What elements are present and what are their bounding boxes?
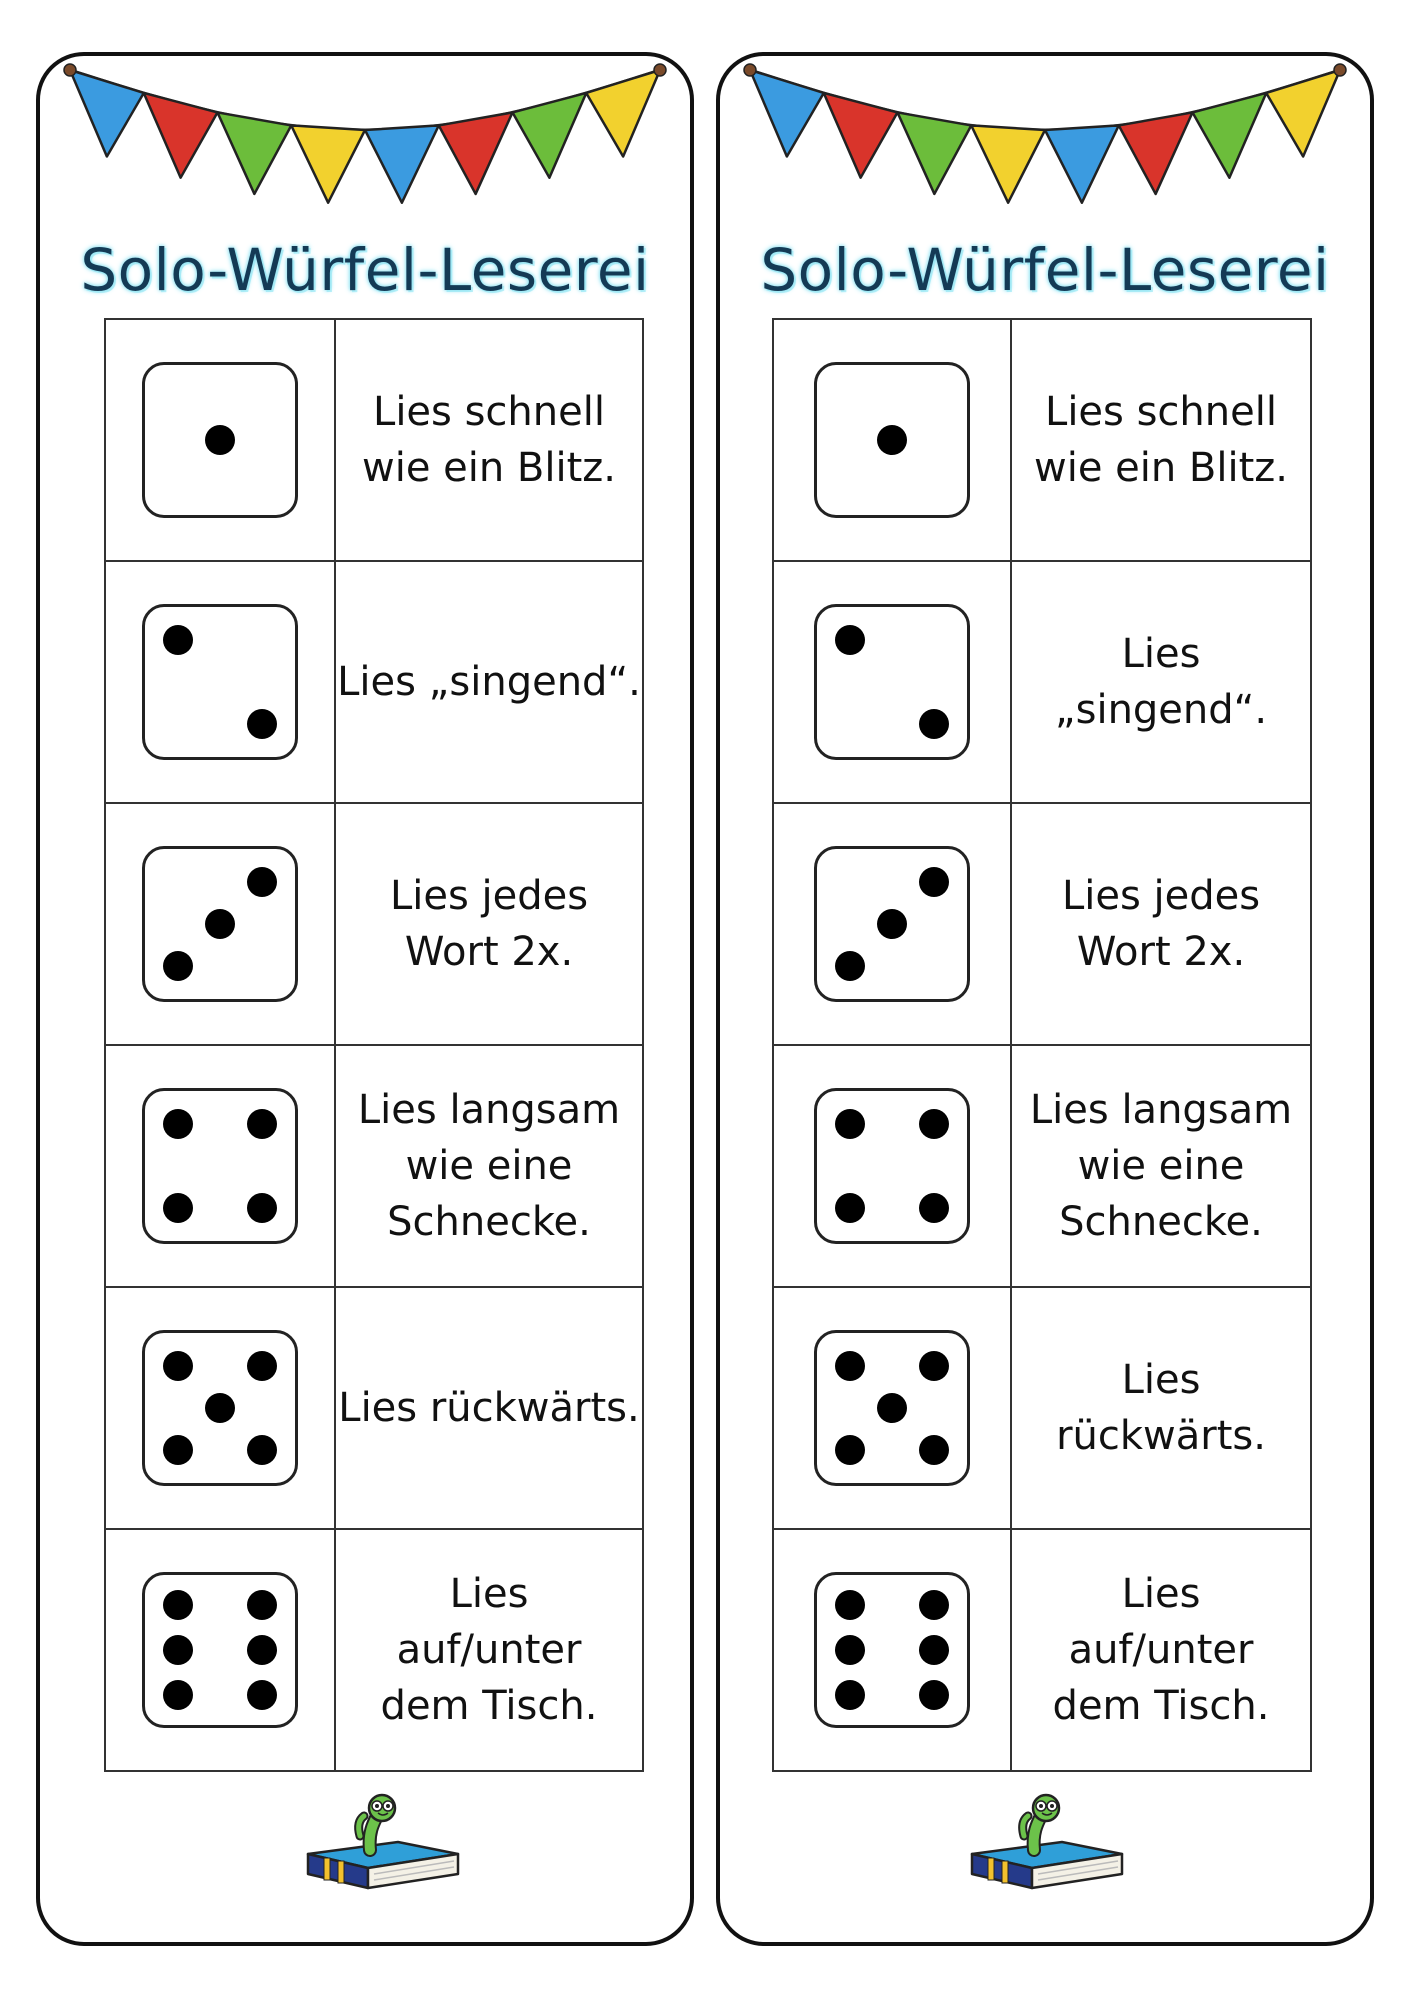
table-row: [773, 561, 1311, 803]
dice-table: [772, 318, 1312, 1772]
die-cell: [773, 1287, 1011, 1529]
bunting-flag: [898, 112, 972, 194]
die-cell: [105, 1529, 335, 1771]
die-pip: [247, 1351, 277, 1381]
bunting-flag: [365, 125, 439, 202]
die-pip: [835, 1351, 865, 1381]
instruction-line: Lies: [1121, 631, 1201, 677]
die-pip: [835, 1109, 865, 1139]
die-pip: [247, 1590, 277, 1620]
die-pip: [163, 1109, 193, 1139]
bunting-flag: [750, 70, 824, 156]
die-face-6-icon: [142, 1572, 298, 1728]
die-pip: [247, 867, 277, 897]
instruction-line: wie eine: [405, 1143, 573, 1189]
die-pip: [163, 951, 193, 981]
worm-shape: [359, 1795, 395, 1850]
die-pip: [835, 1590, 865, 1620]
instruction-text: [335, 1287, 643, 1529]
die-pip: [835, 1680, 865, 1710]
die-pip: [163, 1590, 193, 1620]
book-shape: [308, 1842, 458, 1888]
die-face-4-icon: [142, 1088, 298, 1244]
worm-shape: [1023, 1795, 1059, 1850]
die-pip: [205, 425, 235, 455]
die-pip: [835, 1193, 865, 1223]
die-pip: [835, 951, 865, 981]
die-face-4-icon: [814, 1088, 970, 1244]
table-row: [773, 1045, 1311, 1287]
instruction-line: Wort 2x.: [1076, 929, 1246, 975]
die-face-2-icon: [814, 604, 970, 760]
die-pip: [205, 909, 235, 939]
bunting-flag: [1266, 70, 1340, 156]
die-face-6-icon: [814, 1572, 970, 1728]
die-pip: [247, 1193, 277, 1223]
instruction-line: Lies „singend“.: [337, 659, 641, 705]
bunting-flag: [513, 93, 587, 178]
card-title: Solo-Würfel-Leserei: [80, 236, 650, 304]
instruction-line: auf/unter: [396, 1627, 582, 1673]
reading-card-right: [716, 52, 1374, 1946]
instruction-text: [1011, 561, 1311, 803]
instruction-text: [1011, 1529, 1311, 1771]
die-cell: [105, 1287, 335, 1529]
instruction-line: „singend“.: [1054, 687, 1268, 733]
bunting-pin: [654, 64, 666, 76]
table-row: [105, 1529, 643, 1771]
bunting-pin: [1334, 64, 1346, 76]
instruction-line: Lies: [1121, 1357, 1201, 1403]
instruction-text: [335, 319, 643, 561]
table-row: [773, 803, 1311, 1045]
dice-table: [104, 318, 644, 1772]
instruction-text: [1011, 803, 1311, 1045]
instruction-line: Wort 2x.: [404, 929, 574, 975]
die-pip: [877, 1393, 907, 1423]
die-pip: [919, 1435, 949, 1465]
die-pip: [247, 1680, 277, 1710]
bunting-flags-left: [40, 50, 690, 250]
instruction-line: rückwärts.: [1056, 1413, 1266, 1459]
die-cell: [105, 561, 335, 803]
die-face-3-icon: [142, 846, 298, 1002]
die-face-2-icon: [142, 604, 298, 760]
instruction-text: [335, 1529, 643, 1771]
bunting-flag: [824, 93, 898, 178]
die-cell: [105, 1045, 335, 1287]
instruction-line: Lies schnell: [373, 389, 605, 435]
bunting-flag: [586, 70, 660, 156]
die-pip: [919, 1590, 949, 1620]
instruction-line: wie ein Blitz.: [1033, 445, 1288, 491]
instruction-text: [335, 803, 643, 1045]
die-face-1-icon: [142, 362, 298, 518]
bunting-pin: [64, 64, 76, 76]
die-pip: [163, 1435, 193, 1465]
die-pip: [247, 1109, 277, 1139]
instruction-line: Lies langsam: [1029, 1087, 1293, 1133]
card-title: Solo-Würfel-Leserei: [760, 236, 1330, 304]
bunting-flag: [1193, 93, 1267, 178]
die-pip: [163, 625, 193, 655]
die-pip: [877, 909, 907, 939]
die-face-5-icon: [142, 1330, 298, 1486]
instruction-text: [1011, 1287, 1311, 1529]
die-pip: [247, 709, 277, 739]
table-row: [105, 1287, 643, 1529]
die-pip: [163, 1635, 193, 1665]
instruction-text: [1011, 319, 1311, 561]
die-pip: [835, 625, 865, 655]
table-row: [105, 319, 643, 561]
die-cell: [105, 803, 335, 1045]
instruction-line: Schnecke.: [387, 1199, 591, 1245]
bookworm-on-book-icon: [298, 1792, 468, 1892]
instruction-line: Lies: [449, 1571, 529, 1617]
instruction-line: Schnecke.: [1059, 1199, 1263, 1245]
instruction-line: dem Tisch.: [380, 1683, 598, 1729]
instruction-line: wie ein Blitz.: [361, 445, 616, 491]
die-pip: [919, 867, 949, 897]
instruction-text: [1011, 1045, 1311, 1287]
bunting-flag: [439, 112, 513, 194]
instruction-text: [335, 561, 643, 803]
die-pip: [205, 1393, 235, 1423]
instruction-line: dem Tisch.: [1052, 1683, 1270, 1729]
instruction-line: Lies schnell: [1045, 389, 1277, 435]
bunting-flag: [1045, 125, 1119, 202]
instruction-line: wie eine: [1077, 1143, 1245, 1189]
die-face-1-icon: [814, 362, 970, 518]
table-row: [105, 561, 643, 803]
table-row: [773, 319, 1311, 561]
instruction-line: Lies rückwärts.: [338, 1385, 640, 1431]
die-pip: [835, 1435, 865, 1465]
die-pip: [835, 1635, 865, 1665]
die-pip: [877, 425, 907, 455]
instruction-line: Lies: [1121, 1571, 1201, 1617]
die-pip: [163, 1351, 193, 1381]
die-pip: [919, 709, 949, 739]
bunting-flag: [218, 112, 292, 194]
bunting-flag: [1119, 112, 1193, 194]
table-row: [105, 803, 643, 1045]
die-pip: [919, 1351, 949, 1381]
bunting-flag: [144, 93, 218, 178]
die-pip: [919, 1193, 949, 1223]
book-shape: [972, 1842, 1122, 1888]
die-pip: [919, 1635, 949, 1665]
instruction-line: Lies langsam: [357, 1087, 621, 1133]
die-face-5-icon: [814, 1330, 970, 1486]
instruction-text: [335, 1045, 643, 1287]
instruction-line: Lies jedes: [1061, 873, 1261, 919]
die-cell: [773, 1529, 1011, 1771]
die-pip: [919, 1680, 949, 1710]
bunting-flag: [291, 125, 365, 202]
reading-card-left: [36, 52, 694, 1946]
die-pip: [163, 1193, 193, 1223]
table-row: [105, 1045, 643, 1287]
die-cell: [773, 319, 1011, 561]
die-pip: [247, 1435, 277, 1465]
die-pip: [163, 1680, 193, 1710]
bunting-flags-right: [720, 50, 1370, 250]
die-face-3-icon: [814, 846, 970, 1002]
table-row: [773, 1529, 1311, 1771]
table-row: [773, 1287, 1311, 1529]
bookworm-on-book-icon: [962, 1792, 1132, 1892]
bunting-flag: [70, 70, 144, 156]
bunting-pin: [744, 64, 756, 76]
bunting-flag: [971, 125, 1045, 202]
instruction-line: auf/unter: [1068, 1627, 1254, 1673]
die-cell: [773, 1045, 1011, 1287]
die-pip: [919, 1109, 949, 1139]
die-pip: [247, 1635, 277, 1665]
die-cell: [105, 319, 335, 561]
instruction-line: Lies jedes: [389, 873, 589, 919]
die-cell: [773, 803, 1011, 1045]
die-cell: [773, 561, 1011, 803]
